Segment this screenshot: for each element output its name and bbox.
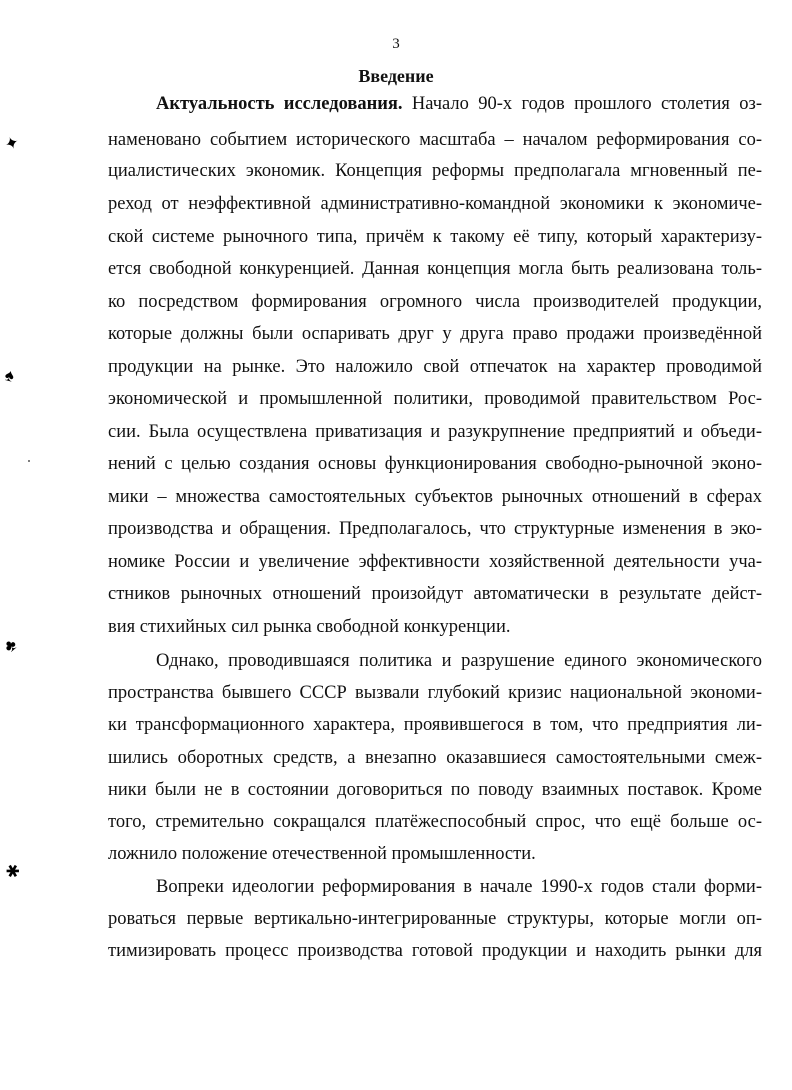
page-number: 3	[392, 36, 400, 52]
text-line: наменовано событием исторического масштаба – началом реформирования со-	[108, 130, 762, 150]
text-line: тимизировать процесс производства готовой продукции и находить рынки для	[108, 941, 762, 961]
text-line: пространства бывшего СССР вызвали глубокий кризис национальной экономи-	[108, 683, 762, 703]
text-line: сии. Была осуществлена приватизация и разукрупнение предприятий и объеди-	[108, 422, 762, 442]
text-line: ской системе рыночного типа, причём к такому её типу, который характеризу-	[108, 227, 762, 247]
text-line: ки трансформационного характера, проявившегося в том, что предприятия ли-	[108, 715, 762, 735]
text-line: Вопреки идеологии реформирования в начале 1990-х годов стали форми-	[156, 877, 762, 897]
text-line	[156, 93, 762, 115]
text-line: циалистических экономик. Концепция реформы предполагала мгновенный пе-	[108, 161, 762, 181]
text-line: Однако, проводившаяся политика и разрушение единого экономического	[156, 651, 762, 671]
text-line: продукции на рынке. Это наложило свой отпечаток на характер проводимой	[108, 357, 762, 377]
text-line: ложнило положение отечественной промышленности.	[108, 844, 536, 864]
text-line: стников рыночных отношений произойдут автоматически в результате дейст-	[108, 584, 762, 604]
scan-mark-icon: ♣	[0, 634, 21, 657]
lead-phrase: Актуальность исследования.	[156, 94, 403, 114]
text-line: производства и обращения. Предполагалось, что структурные изменения в эко-	[108, 519, 762, 539]
scan-mark-icon: ✱	[1, 859, 24, 884]
text-line: шились оборотных средств, а внезапно оказавшиеся самостоятельными смеж-	[108, 748, 762, 768]
text-line: реход от неэффективной административно-командной экономики к экономиче-	[108, 194, 762, 214]
text-line: мики – множества самостоятельных субъектов рыночных отношений в сферах	[108, 487, 762, 507]
scan-speck	[28, 460, 30, 462]
page-title: Введение	[358, 66, 434, 86]
text-line: того, стремительно сокращался платёжеспособный спрос, что ещё больше ос-	[108, 812, 762, 832]
scan-mark-icon: ✦	[2, 132, 22, 155]
text-line: роваться первые вертикально-интегрированные структуры, которые могли оп-	[108, 909, 762, 929]
text-line: ется свободной конкуренцией. Данная концепция могла быть реализована толь-	[108, 259, 762, 279]
scan-mark-icon: ♠	[2, 365, 17, 386]
text-line: номике России и увеличение эффективности хозяйственной деятельности уча-	[108, 552, 762, 572]
text-span: Начало 90-х годов прошлого столетия оз-	[402, 94, 763, 114]
text-line: ники были не в состоянии договориться по поводу взаимных поставок. Кроме	[108, 780, 762, 800]
text-line: ко посредством формирования огромного числа производителей продукции,	[108, 292, 762, 312]
text-line: которые должны были оспаривать друг у друга право продажи произведённой	[108, 324, 762, 344]
text-line: вия стихийных сил рынка свободной конкуренции.	[108, 617, 511, 637]
text-line: экономической и промышленной политики, проводимой правительством Рос-	[108, 389, 762, 409]
text-line: нений с целью создания основы функционирования свободно-рыночной эконо-	[108, 454, 762, 474]
